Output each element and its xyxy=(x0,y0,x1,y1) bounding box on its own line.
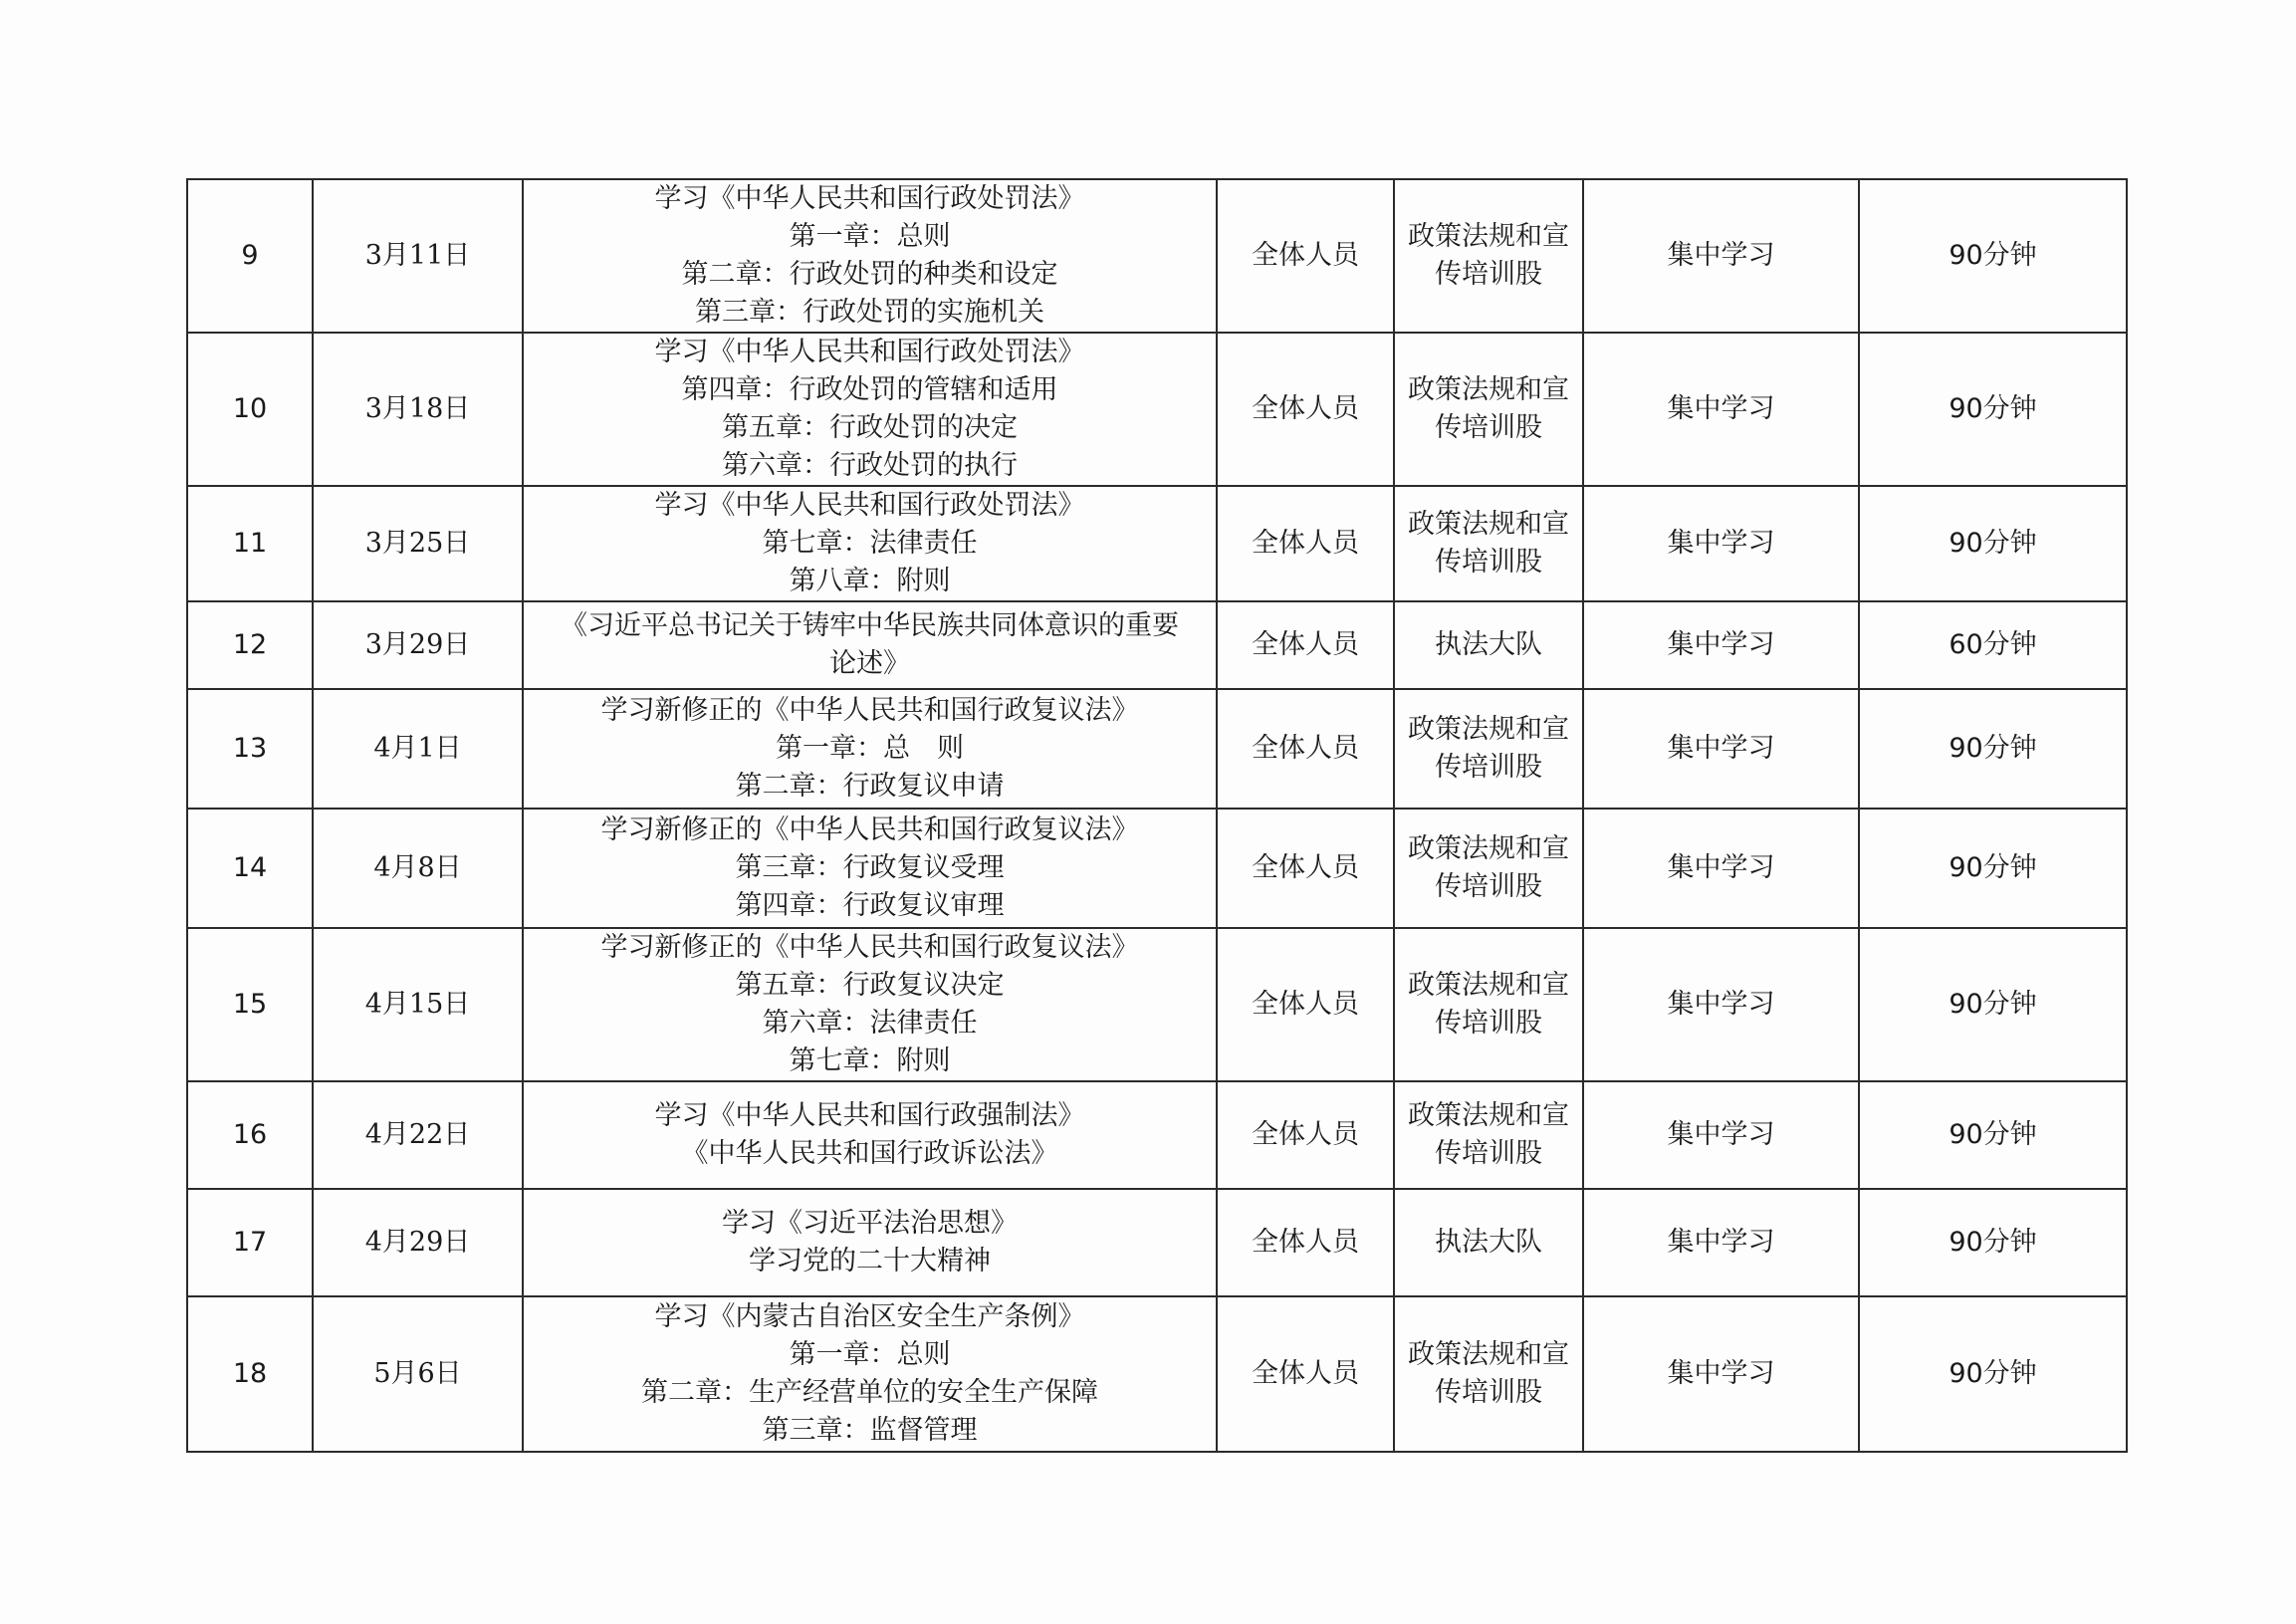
participants: 全体人员 xyxy=(1217,928,1394,1081)
study-date: 3月25日 xyxy=(313,486,523,601)
schedule-rows xyxy=(187,179,2127,1452)
department-text: 政策法规和宣传培训股 xyxy=(1408,970,1569,1039)
duration: 90分钟 xyxy=(1859,689,2127,809)
participants: 全体人员 xyxy=(1217,1189,1394,1296)
responsible-department xyxy=(1394,486,1583,601)
duration: 90分钟 xyxy=(1859,486,2127,601)
study-content xyxy=(523,689,1217,809)
content-line: 第三章：行政处罚的实施机关 xyxy=(695,297,1044,328)
study-date: 4月22日 xyxy=(313,1081,523,1189)
content-line: 第七章：附则 xyxy=(789,1045,951,1076)
content-line: 《习近平总书记关于铸牢中华民族共同体意识的重要 xyxy=(561,610,1179,641)
row-number: 11 xyxy=(187,486,313,601)
participants: 全体人员 xyxy=(1217,809,1394,928)
content-line: 第二章：生产经营单位的安全生产保障 xyxy=(641,1377,1098,1408)
participants: 全体人员 xyxy=(1217,179,1394,333)
study-date: 4月8日 xyxy=(313,809,523,928)
responsible-department xyxy=(1394,1296,1583,1452)
table-row xyxy=(187,1081,2127,1189)
study-method: 集中学习 xyxy=(1583,179,1859,333)
study-method: 集中学习 xyxy=(1583,809,1859,928)
row-number: 10 xyxy=(187,333,313,486)
responsible-department xyxy=(1394,689,1583,809)
row-number: 14 xyxy=(187,809,313,928)
study-date: 3月29日 xyxy=(313,601,523,689)
content-line: 学习新修正的《中华人民共和国行政复议法》 xyxy=(600,932,1139,963)
table-row xyxy=(187,809,2127,928)
duration: 90分钟 xyxy=(1859,1189,2127,1296)
row-number: 16 xyxy=(187,1081,313,1189)
content-line: 学习《习近平法治思想》 xyxy=(722,1208,1018,1239)
content-line: 第二章：行政复议申请 xyxy=(735,771,1005,802)
content-line: 第七章：法律责任 xyxy=(762,528,978,559)
participants: 全体人员 xyxy=(1217,601,1394,689)
row-number: 9 xyxy=(187,179,313,333)
study-method: 集中学习 xyxy=(1583,689,1859,809)
study-content xyxy=(523,601,1217,689)
duration: 90分钟 xyxy=(1859,928,2127,1081)
responsible-department xyxy=(1394,333,1583,486)
participants: 全体人员 xyxy=(1217,689,1394,809)
study-method: 集中学习 xyxy=(1583,1296,1859,1452)
study-content xyxy=(523,179,1217,333)
content-line: 学习《中华人民共和国行政强制法》 xyxy=(654,1100,1085,1131)
table-row xyxy=(187,1296,2127,1452)
content-line: 第一章：总则 xyxy=(789,221,951,252)
content-line: 第四章：行政复议审理 xyxy=(735,890,1005,921)
content-line: 学习新修正的《中华人民共和国行政复议法》 xyxy=(600,814,1139,845)
department-text: 政策法规和宣传培训股 xyxy=(1408,714,1569,783)
content-line: 第六章：法律责任 xyxy=(762,1008,978,1039)
responsible-department xyxy=(1394,809,1583,928)
table-row xyxy=(187,486,2127,601)
department-text: 执法大队 xyxy=(1435,629,1542,660)
responsible-department xyxy=(1394,601,1583,689)
table-row xyxy=(187,333,2127,486)
study-content xyxy=(523,928,1217,1081)
content-line: 第五章：行政处罚的决定 xyxy=(722,412,1018,443)
row-number: 15 xyxy=(187,928,313,1081)
content-line: 学习党的二十大精神 xyxy=(749,1246,991,1276)
responsible-department xyxy=(1394,1081,1583,1189)
study-date: 5月6日 xyxy=(313,1296,523,1452)
table-row xyxy=(187,928,2127,1081)
responsible-department xyxy=(1394,928,1583,1081)
study-date: 3月11日 xyxy=(313,179,523,333)
department-text: 政策法规和宣传培训股 xyxy=(1408,1100,1569,1169)
content-line: 学习《中华人民共和国行政处罚法》 xyxy=(654,183,1085,214)
content-line: 论述》 xyxy=(829,648,910,679)
content-line: 第一章：总 则 xyxy=(776,733,964,764)
content-line: 第六章：行政处罚的执行 xyxy=(722,450,1018,481)
study-content xyxy=(523,1189,1217,1296)
table-row xyxy=(187,601,2127,689)
table-row xyxy=(187,179,2127,333)
department-text: 政策法规和宣传培训股 xyxy=(1408,374,1569,443)
duration: 60分钟 xyxy=(1859,601,2127,689)
participants: 全体人员 xyxy=(1217,486,1394,601)
study-method: 集中学习 xyxy=(1583,1081,1859,1189)
study-content xyxy=(523,486,1217,601)
department-text: 执法大队 xyxy=(1435,1227,1542,1258)
study-schedule-table xyxy=(186,178,2128,1453)
content-line: 学习新修正的《中华人民共和国行政复议法》 xyxy=(600,695,1139,726)
content-line: 第四章：行政处罚的管辖和适用 xyxy=(681,374,1058,405)
content-line: 学习《内蒙古自治区安全生产条例》 xyxy=(654,1301,1085,1332)
study-date: 4月1日 xyxy=(313,689,523,809)
study-method: 集中学习 xyxy=(1583,333,1859,486)
content-line: 学习《中华人民共和国行政处罚法》 xyxy=(654,337,1085,367)
row-number: 17 xyxy=(187,1189,313,1296)
duration: 90分钟 xyxy=(1859,1081,2127,1189)
study-content xyxy=(523,1296,1217,1452)
participants: 全体人员 xyxy=(1217,1081,1394,1189)
study-date: 3月18日 xyxy=(313,333,523,486)
content-line: 第二章：行政处罚的种类和设定 xyxy=(681,259,1058,290)
department-text: 政策法规和宣传培训股 xyxy=(1408,509,1569,578)
content-line: 第三章：行政复议受理 xyxy=(735,852,1005,883)
study-method: 集中学习 xyxy=(1583,1189,1859,1296)
duration: 90分钟 xyxy=(1859,179,2127,333)
content-line: 第一章：总则 xyxy=(789,1339,951,1370)
content-line: 第五章：行政复议决定 xyxy=(735,970,1005,1001)
content-line: 第三章：监督管理 xyxy=(762,1415,978,1446)
row-number: 12 xyxy=(187,601,313,689)
table-row xyxy=(187,1189,2127,1296)
study-content xyxy=(523,1081,1217,1189)
study-method: 集中学习 xyxy=(1583,601,1859,689)
department-text: 政策法规和宣传培训股 xyxy=(1408,833,1569,902)
study-content xyxy=(523,333,1217,486)
participants: 全体人员 xyxy=(1217,1296,1394,1452)
content-line: 《中华人民共和国行政诉讼法》 xyxy=(681,1138,1058,1169)
duration: 90分钟 xyxy=(1859,333,2127,486)
participants: 全体人员 xyxy=(1217,333,1394,486)
study-date: 4月15日 xyxy=(313,928,523,1081)
department-text: 政策法规和宣传培训股 xyxy=(1408,1339,1569,1408)
responsible-department xyxy=(1394,179,1583,333)
duration: 90分钟 xyxy=(1859,809,2127,928)
study-content xyxy=(523,809,1217,928)
responsible-department xyxy=(1394,1189,1583,1296)
row-number: 13 xyxy=(187,689,313,809)
duration: 90分钟 xyxy=(1859,1296,2127,1452)
department-text: 政策法规和宣传培训股 xyxy=(1408,221,1569,290)
study-method: 集中学习 xyxy=(1583,928,1859,1081)
study-method: 集中学习 xyxy=(1583,486,1859,601)
content-line: 学习《中华人民共和国行政处罚法》 xyxy=(654,490,1085,521)
content-line: 第八章：附则 xyxy=(789,566,951,596)
row-number: 18 xyxy=(187,1296,313,1452)
table-row xyxy=(187,689,2127,809)
study-date: 4月29日 xyxy=(313,1189,523,1296)
